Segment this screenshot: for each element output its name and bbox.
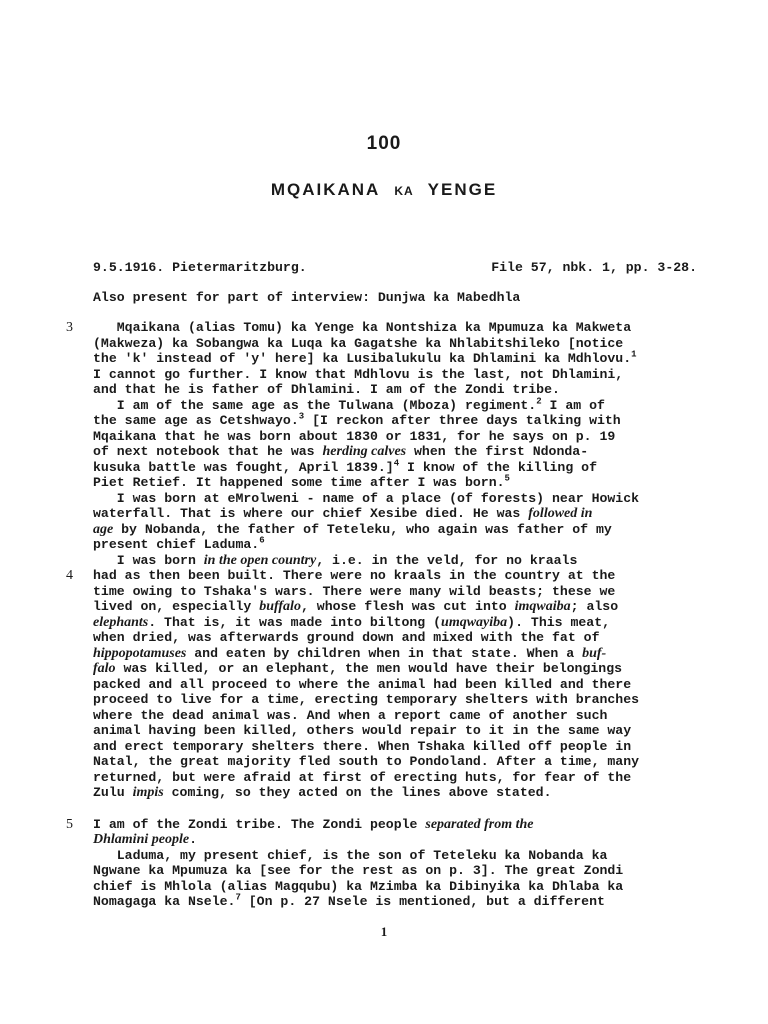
text-line: lived on, especially buffalo, whose flesh was cut into imqwaiba; also [93, 599, 619, 614]
page-number-top: 100 [366, 133, 402, 154]
text-line: the same age as Cetshwayo.$^3$ [I reckon after three days talking with [93, 411, 621, 428]
text-line: packed and all proceed to where the animal had been killed and there [93, 676, 632, 692]
footnote-mark: 2 [536, 396, 542, 407]
margin-number: 4 [66, 568, 73, 583]
footnote-mark: 5 [504, 473, 510, 484]
text-line: present chief Laduma.$^6$ [93, 535, 265, 552]
date-place: 9.5.1916. Pietermaritzburg. [93, 260, 307, 275]
body-text [66, 320, 703, 910]
text-line: I cannot go further. I know that Mdhlovu is the last, not Dhlamini, [93, 366, 624, 382]
page-footer-number: 1 [380, 924, 388, 939]
footnote-mark: 4 [393, 458, 400, 469]
interview-meta [93, 260, 697, 275]
text-line: elephants. That is, it was made into biltong (umqwayiba). This meat, [93, 614, 611, 630]
text-line: when dried, was afterwards ground down and mixed with the fat of [93, 630, 600, 645]
margin-number: 3 [66, 320, 73, 335]
title-ka: KA [394, 184, 414, 198]
text-line: returned, but were afraid at first of erecting huts, for fear of the [93, 769, 632, 785]
text-line: the 'k' instead of 'y' here] ka Lusibalukulu ka Dhlamini ka Mdhlovu.$^1$ [93, 349, 637, 366]
text-line: I am of the same age as the Tulwana (Mboza) regiment.$^2$ I am of [93, 396, 605, 413]
margin-number: 5 [66, 816, 73, 832]
text-line: Zulu impis coming, so they acted on the lines above stated. [93, 785, 552, 800]
text-line: age by Nobanda, the father of Teteleku, who again was father of my [93, 521, 612, 537]
text-line: waterfall. That is where our chief Xesibe died. He was followed in [93, 506, 593, 521]
text-line: Ngwane ka Mpumuza ka [see for the rest as on p. 3]. The great Zondi [93, 863, 624, 878]
text-line: chief is Mhlola (alias Magqubu) ka Mzimba ka Dibinyika ka Dhlaba ka [93, 878, 624, 894]
text-line: 3 Mqaikana (alias Tomu) ka Yenge ka Nontshiza ka Mpumuza ka Makweta [66, 320, 632, 335]
text-line: 4 had as then been built. There were no kraals in the country at the [66, 568, 616, 583]
chapter-title [0, 180, 768, 200]
text-line: where the dead animal was. And when a report came of another such [93, 707, 608, 723]
text-line: Laduma, my present chief, is the son of Teteleku ka Nobanda ka [93, 847, 608, 863]
text-line: time owing to Tshaka's wars. There were many wild beasts; these we [93, 583, 616, 599]
footnote-mark: 3 [298, 411, 305, 422]
text-line: animal having been killed, others would repair to it in the same way [93, 723, 632, 738]
text-line: Natal, the great majority fled south to Pondoland. After a time, many [93, 754, 640, 769]
text-line: Piet Retief. It happened some time after I was born.$^5$ [93, 473, 510, 490]
footnote-mark: 6 [259, 535, 265, 546]
text-line: kusuka battle was fought, April 1839.]$^4$ I know of the killing of [93, 458, 597, 475]
text-line: Mqaikana that he was born about 1830 or 1831, for he says on p. 19 [93, 428, 616, 444]
title-name: MQAIKANA [270, 180, 381, 199]
text-line: and erect temporary shelters there. When Tshaka killed off people in [93, 738, 632, 754]
text-line: (Makweza) ka Sobangwa ka Luqa ka Gagatshe ka Nhlabitshileko [notice [93, 335, 624, 351]
text-line: hippopotamuses and eaten by children when in that state. When a buf- [93, 645, 607, 661]
text-line: proceed to live for a time, erecting temporary shelters with branches [93, 692, 640, 707]
footnote-mark: 1 [631, 349, 637, 360]
text-line: I was born in the open country, i.e. in the veld, for no kraals [93, 552, 578, 568]
text-line: I was born at eMrolweni - name of a place (of forests) near Howick [93, 490, 640, 506]
also-present-note: Also present for part of interview: Dunjwa ka Mabedhla [93, 290, 521, 305]
text-line: and that he is father of Dhlamini. I am of the Zondi tribe. [93, 382, 560, 397]
footnote-mark: 7 [235, 892, 241, 903]
text-line: 5 I am of the Zondi tribe. The Zondi people separated from the [66, 816, 534, 832]
text-line: falo was killed, or an elephant, the men would have their belongings [93, 661, 623, 676]
text-line: of next notebook that he was herding calves when the first Ndonda- [93, 444, 589, 459]
text-line: Nomagaga ka Nsele.$^7$ [On p. 27 Nsele is mentioned, but a different [93, 892, 605, 909]
text-line: Dhlamini people. [93, 832, 197, 847]
title-surname: YENGE [427, 180, 498, 199]
file-reference: File 57, nbk. 1, pp. 3-28. [491, 260, 697, 275]
